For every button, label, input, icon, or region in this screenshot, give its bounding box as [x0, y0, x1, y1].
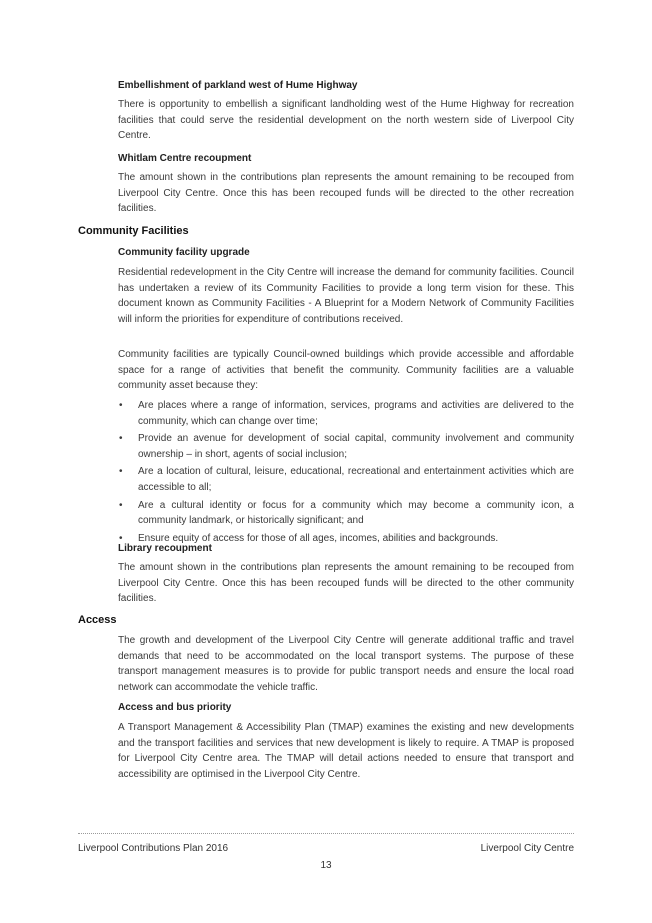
bullet-icon: •: [119, 532, 123, 544]
community-upgrade-heading: Community facility upgrade: [118, 247, 250, 258]
community-upgrade-paragraph-1: Residential redevelopment in the City Centre will increase the demand for community facilities. Council has undertaken a review of its Community Facilities to provide a long term vision for these. This document known as Community Facilities - A Blueprint for a Modern Network of Community Facilities will inform the priorities for expenditure of contributions received.: [118, 267, 574, 325]
footer-left: Liverpool Contributions Plan 2016: [78, 843, 229, 854]
access-paragraph: The growth and development of the Liverpool City Centre will generate additional traffic and travel demands that need to be accommodated on the local transport systems. The purpose of these transport management measures is to provide for public transport needs and ensure the local road network can accommodate the vehicle traffic.: [118, 635, 574, 693]
list-item: • Ensure equity of access for those of all ages, incomes, abilities and backgrounds.: [118, 531, 574, 547]
bus-priority-heading: Access and bus priority: [118, 702, 232, 713]
bullet-icon: •: [119, 499, 123, 511]
list-item: • Are places where a range of information, services, programs and activities are delivered to the community, which can change over time;: [119, 400, 574, 427]
access-heading: Access: [78, 614, 117, 626]
parkland-paragraph: There is opportunity to embellish a significant landholding west of the Hume Highway for recreation facilities that could serve the residential development on the north western side of Liverpool City Centre.: [118, 99, 574, 142]
footer-divider: [78, 833, 574, 834]
bus-priority-paragraph: A Transport Management & Accessibility Plan (TMAP) examines the existing and new developments and the transport facilities and services that new development is likely to require. A TMAP is proposed for Liverpool City Centre area. The TMAP will detail actions needed to ensure that transport and accessibility are optimised in the Liverpool City Centre.: [118, 722, 574, 780]
community-facilities-heading: Community Facilities: [78, 225, 189, 237]
bullet-icon: •: [119, 466, 123, 478]
parkland-heading: Embellishment of parkland west of Hume Highway: [118, 80, 358, 91]
list-item: • Are a cultural identity or focus for a community which may become a community icon, a community landmark, or historically significant; and: [119, 499, 574, 527]
community-upgrade-paragraph-2: Community facilities are typically Council-owned buildings which provide accessible and affordable space for a range of activities that benefit the community. Community facilities are a valuable community asset because they:: [118, 349, 574, 392]
list-item: • Are a location of cultural, leisure, educational, recreational and entertainment activities which are accessible to all;: [119, 466, 574, 493]
whitlam-paragraph: The amount shown in the contributions plan represents the amount remaining to be recouped from Liverpool City Centre. Once this has been recouped funds will be directed to the other recreation facilities.: [118, 172, 574, 215]
page-number: 13: [320, 860, 332, 871]
library-paragraph: The amount shown in the contributions plan represents the amount remaining to be recouped from Liverpool City Centre. Once this has been recouped funds will be directed to the other community facilities.: [118, 562, 574, 605]
bullet-icon: •: [119, 433, 123, 445]
footer-right: Liverpool City Centre: [480, 843, 574, 854]
community-benefits-list: [118, 398, 574, 548]
list-item: • Provide an avenue for development of social capital, community involvement and community ownership – in short, agents of social inclusion;: [119, 433, 574, 460]
bullet-icon: •: [119, 400, 123, 411]
whitlam-heading: Whitlam Centre recoupment: [118, 153, 252, 164]
library-heading: Library recoupment: [118, 543, 212, 554]
